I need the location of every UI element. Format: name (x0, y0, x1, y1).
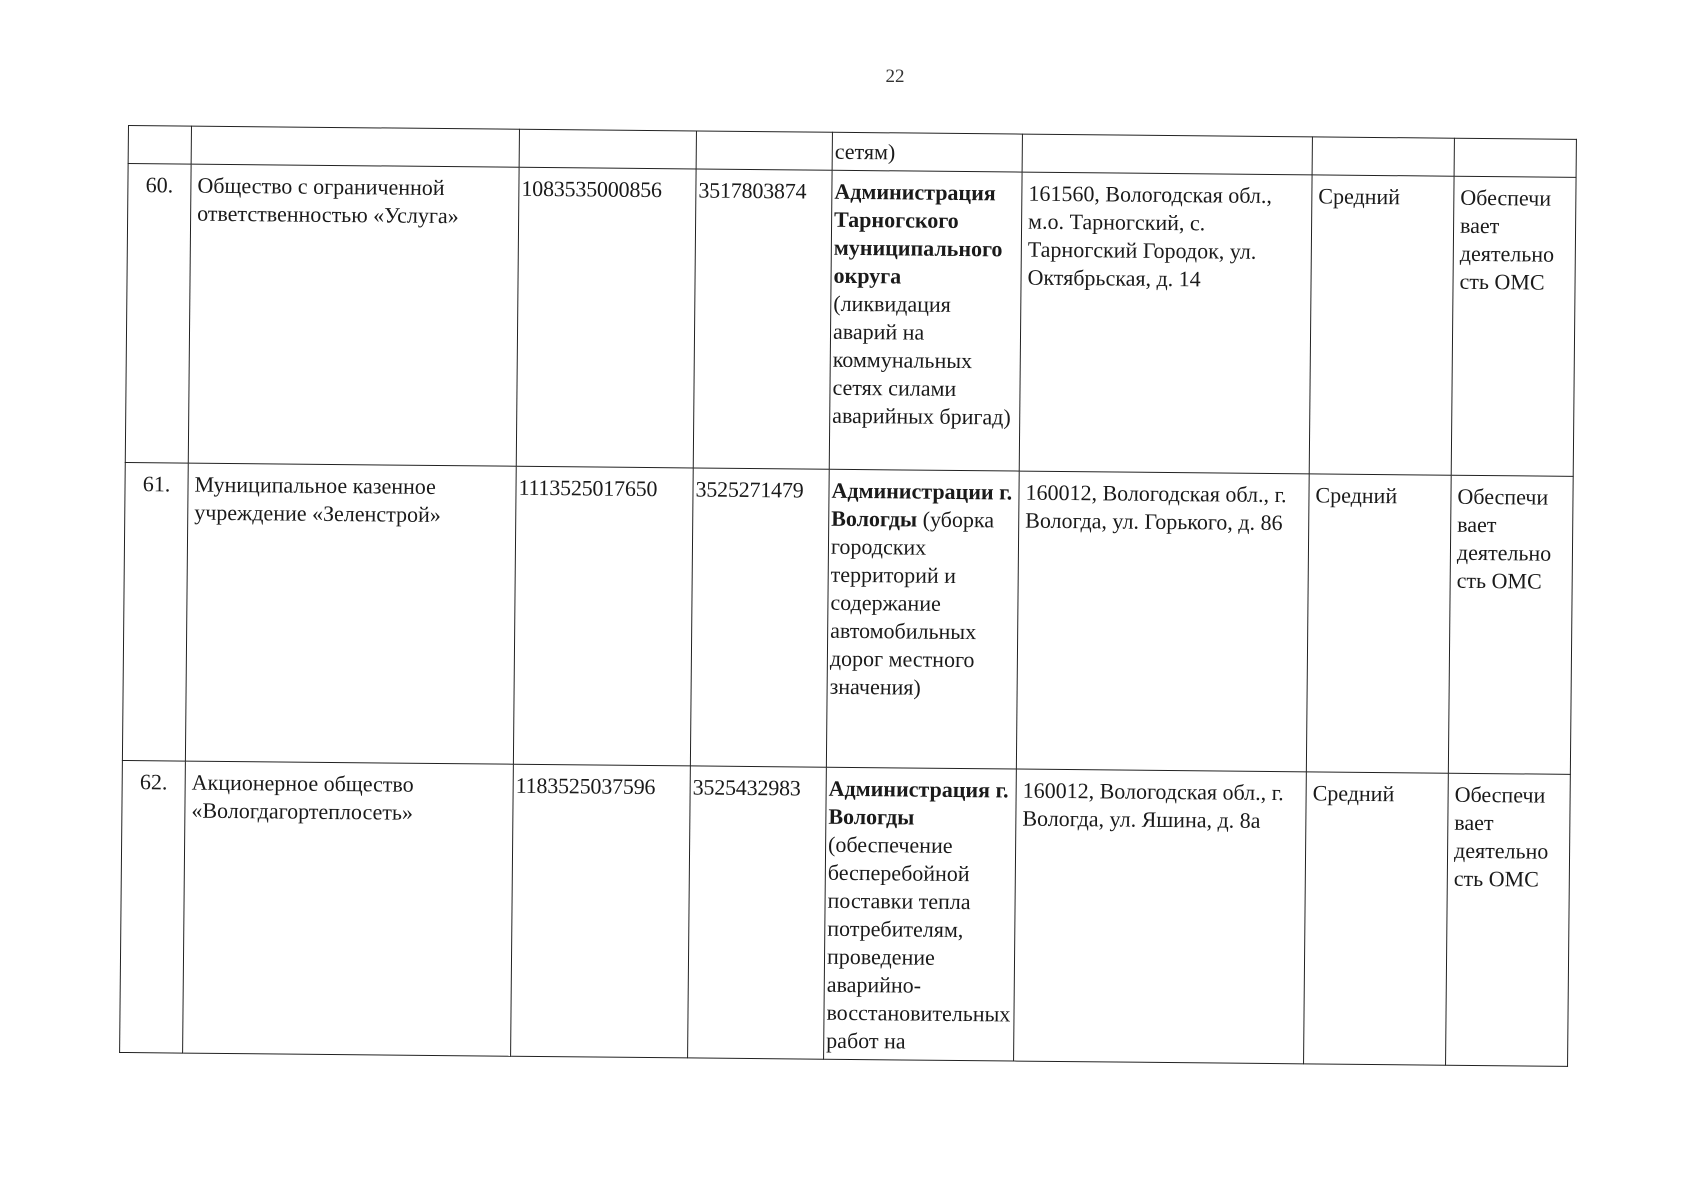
organizations-table (119, 125, 1577, 1067)
authority-activity: (уборка городских территорий и содержание автомобильных дорог местного значения) (829, 506, 995, 700)
cell-inn: 3525271479 (690, 468, 829, 767)
authority-name: Администрация Тарногского муниципального округа (833, 178, 1003, 289)
authority-activity: (обеспечение бесперебойной поставки тепла потребителям, проведение аварийно-восстановительных работ на (826, 831, 1011, 1054)
cell-risk-category: Средний (1306, 474, 1451, 773)
authority-name: Администрации г. Вологды (831, 477, 1013, 532)
cell-address: 160012, Вологодская обл., г. Вологда, ул. Яшина, д. 8а (1014, 769, 1307, 1064)
cell-authority (824, 767, 1017, 1061)
cell-address: 160012, Вологодская обл., г. Вологда, ул. Горького, д. 86 (1016, 471, 1309, 772)
cell-activity-type: Обеспечи вает деятельно сть ОМС (1451, 176, 1576, 476)
cell-authority (826, 469, 1019, 769)
cell-inn: 3517803874 (693, 169, 832, 469)
cell-num-empty (128, 126, 191, 165)
cell-org-empty (191, 126, 519, 167)
organizations-table-container (119, 125, 1576, 1067)
cell-row-number: 60. (125, 164, 191, 464)
cell-organization-name: Общество с ограниченной ответственностью «Услуга» (188, 164, 519, 466)
authority-activity: (ликвидация аварий на коммунальных сетях силами аварийных бригад) (832, 290, 1011, 430)
cell-authority-continued: сетям) (832, 132, 1022, 172)
cell-organization-name: Муниципальное казенное учреждение «Зеленстрой» (185, 463, 516, 764)
cell-activity-type: Обеспечи вает деятельно сть ОМС (1446, 773, 1571, 1066)
table-row (122, 462, 1573, 774)
cell-inn-empty (696, 131, 832, 170)
cell-risk-empty (1312, 137, 1454, 176)
cell-row-number: 61. (122, 462, 188, 761)
cell-risk-category: Средний (1304, 772, 1449, 1065)
cell-address-empty (1022, 134, 1312, 175)
cell-category-empty (1454, 138, 1576, 177)
cell-risk-category: Средний (1309, 175, 1454, 475)
cell-organization-name: Акционерное общество «Вологдагортеплосеть» (183, 761, 514, 1056)
table-row (125, 164, 1576, 477)
cell-ogrn: 1183525037596 (511, 764, 691, 1058)
table-row (120, 760, 1571, 1066)
cell-address: 161560, Вологодская обл., м.о. Тарногский, с. Тарногский Городок, ул. Октябрьская, д. 14 (1019, 172, 1312, 474)
cell-ogrn-empty (519, 129, 696, 169)
cell-authority (829, 170, 1022, 471)
cell-activity-type: Обеспечи вает деятельно сть ОМС (1448, 475, 1573, 774)
page-number: 22 (885, 66, 905, 87)
authority-name: Администрация г. Вологды (828, 775, 1009, 830)
cell-ogrn: 1113525017650 (513, 466, 693, 766)
cell-ogrn: 1083535000856 (516, 167, 696, 468)
cell-row-number: 62. (120, 760, 186, 1053)
cell-inn: 3525432983 (688, 766, 827, 1059)
